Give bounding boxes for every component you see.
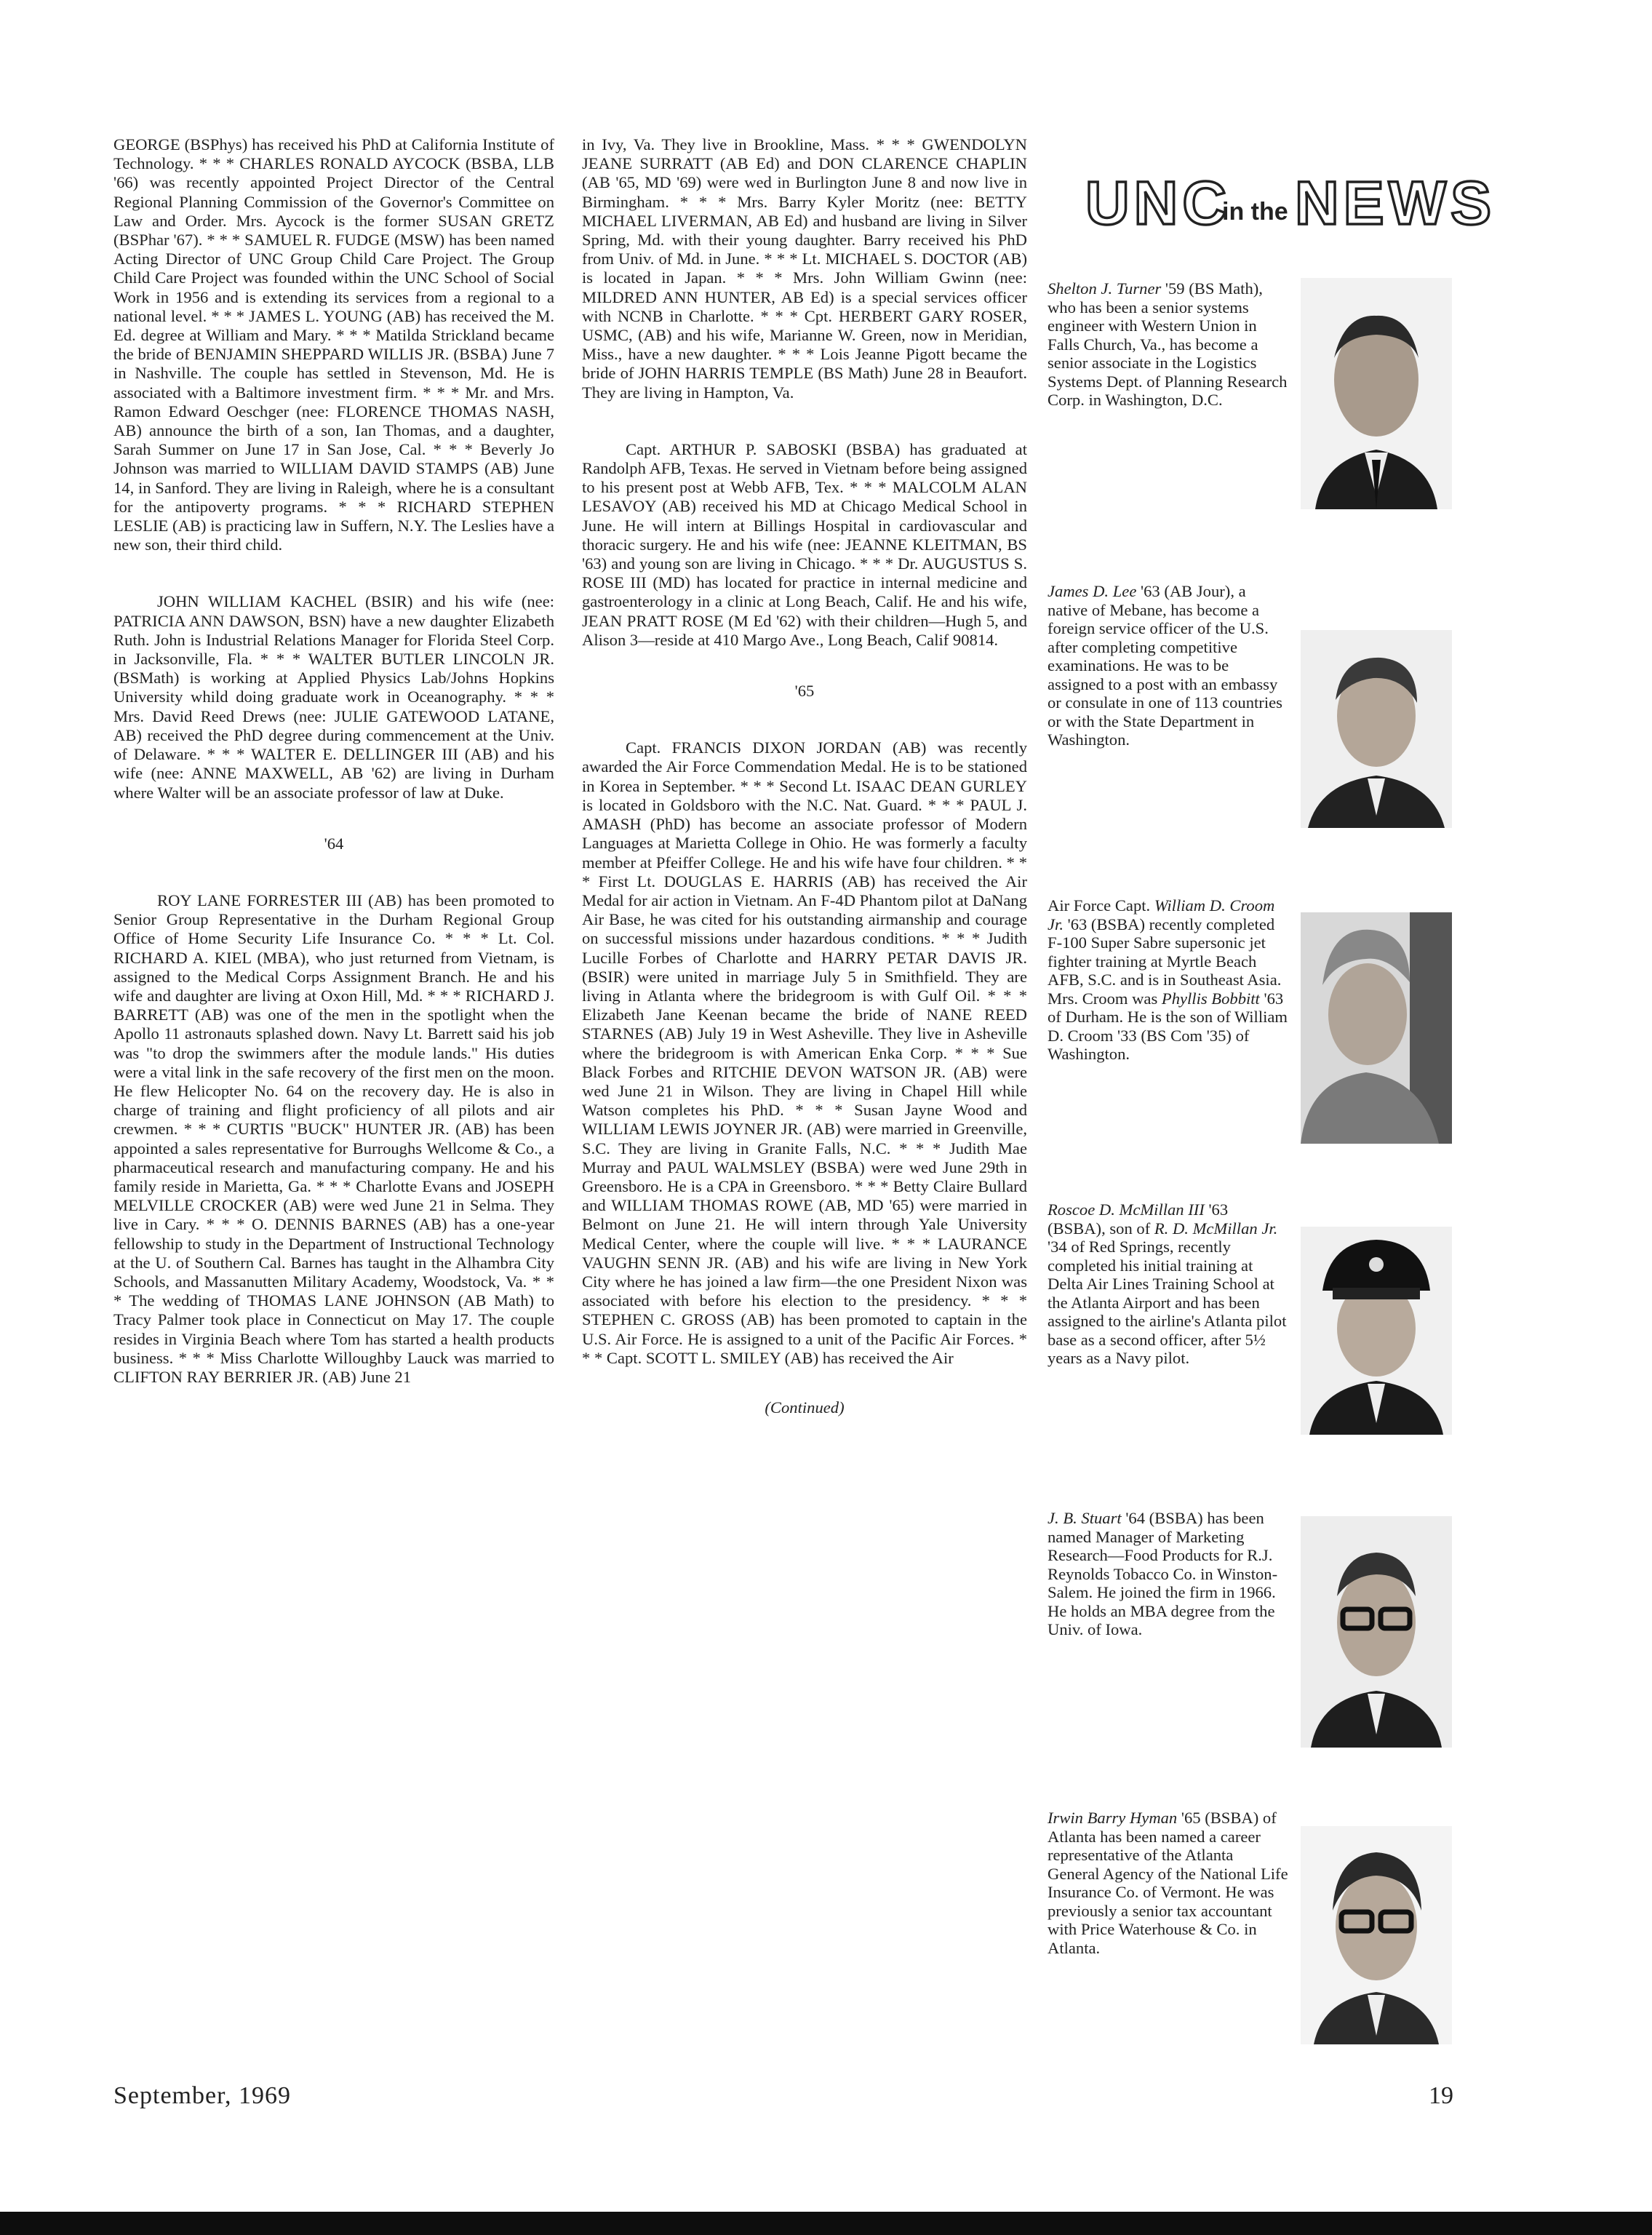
news-name: Roscoe D. McMillan III xyxy=(1048,1200,1205,1219)
portrait-lee xyxy=(1301,630,1452,828)
news-text: '65 (BSBA) of Atlanta has been named a career representative of the Atlanta General Agency of the National Life Insurance Co. of Vermont. He was previously a senior tax accountant with Price Waterhouse & Co. in Atlanta. xyxy=(1048,1809,1288,1957)
news-name: J. B. Stuart xyxy=(1048,1509,1122,1527)
news-name-secondary: R. D. McMillan Jr. xyxy=(1154,1219,1278,1238)
column2-paragraph-1: in Ivy, Va. They live in Brookline, Mass. * * * GWENDOLYN JEANE SURRATT (AB Ed) and DON CLARENCE CHAPLIN (AB '65, MD '69) were wed in Burlington June 8 and now live in Birmingham. * * * Mrs. Barry Kyler Moritz (nee: BETTY MICHAEL LIVERMAN, AB Ed) and husband are living in Silver Spring, Md. with their young daughter. Barry received his PhD from Univ. of Md. in June. * * * Lt. MICHAEL S. DOCTOR (AB) is located in Japan. * * * Mrs. John William Gwinn (nee: MILDRED ANN HUNTER, AB Ed) is a special services officer with NCNB in Charlotte. * * * Cpt. HERBERT GARY ROSER, USMC, (AB) and his wife, Marianne W. Green, now in Meridian, Miss., have a new daughter. * * * Lois Jeanne Pigott became the bride of JOHN HARRIS TEMPLE (BS Math) June 28 in Beaufort. They are living in Hampton, Va. xyxy=(582,135,1027,402)
news-entry-turner xyxy=(1048,279,1289,410)
news-text: '63 of Durham. He is the son of William D. Croom '33 (BS Com '35) of Washington. xyxy=(1048,989,1288,1063)
news-name-secondary: Phyllis Bobbitt xyxy=(1161,989,1260,1008)
news-text: '63 (BSBA) recently completed F-100 Super Sabre supersonic jet fighter training at Myrtle Beach AFB, S.C. and is in Southeast Asia. Mrs. Croom was xyxy=(1048,915,1282,1008)
news-entry-hyman xyxy=(1048,1809,1289,1957)
column2-paragraph-3: Capt. FRANCIS DIXON JORDAN (AB) was recently awarded the Air Force Commendation Medal. He is to be stationed in Korea in September. * * * Second Lt. ISAAC DEAN GURLEY is located in Goldsboro with the N.C. Nat. Guard. * * * PAUL J. AMASH (PhD) has become an associate professor of Modern Languages at Marietta College in Ohio. He was formerly a faculty member at Pfeiffer College. He and his wife have four children. * * * First Lt. DOUGLAS E. HARRIS (AB) has received the Air Medal for air action in Vietnam. An F-4D Phantom pilot at DaNang Air Base, he was cited for his outstanding airmanship and courage on successful missions under hazardous conditions. * * * Judith Lucille Forbes of Charlotte and HARRY PETAR DAVIS JR. (BSIR) were united in marriage July 5 in Smithfield. They are living in Atlanta where the bridegroom is with Gulf Oil. * * * Elizabeth Jane Keenan became the bride of NANE REED STARNES (AB) July 19 in West Asheville. They live in Asheville where the bridegroom is with American Enka Corp. * * * Sue Black Forbes and RITCHIE DEVON WATSON JR. (AB) were wed June 21 in Wilson. They are living in Chapel Hill while Watson completes his PhD. * * * Susan Jayne Wood and WILLIAM LEWIS JOYNER JR. (AB) were married in Greenville, S.C. They are living in Granite Falls, N.C. * * * Judith Mae Murray and PAUL WALMSLEY (BSBA) were wed June 29th in Greensboro. He is a CPA in Greensboro. * * * Betty Claire Bullard and WILLIAM THOMAS ROWE (AB, MD '65) were married in Belmont on June 21. He will intern through Yale University Medical Center, where the couple will live. * * * LAURANCE VAUGHN SENN JR. (AB) and his wife are living in New York City where he has joined a law firm—the one President Nixon was associated with before his election to the presidency. * * * STEPHEN C. GROSS (AB) has been promoted to captain in the U.S. Air Force. He is assigned to a unit of the Pacific Air Forces. * * * Capt. SCOTT L. SMILEY (AB) has received the Air xyxy=(582,738,1027,1367)
news-text: '34 of Red Springs, recently completed his initial training at Delta Air Lines Training School at the Atlanta Airport and has been assigned to the airline's Atlanta pilot base as a second officer, after 5½ years as a Navy pilot. xyxy=(1048,1238,1287,1367)
news-text: '63 (AB Jour), a native of Mebane, has become a foreign service officer of the U.S. after completing competitive examinations. He was to be assigned to a post with an embassy or consulate in one of 113 countries or with the State Department in Washington. xyxy=(1048,582,1282,749)
article-column-2 xyxy=(582,135,1027,1417)
issue-date: September, 1969 xyxy=(113,2082,292,2109)
column1-paragraph-1: GEORGE (BSPhys) has received his PhD at California Institute of Technology. * * * CHARLES RONALD AYCOCK (BSBA, LLB '66) was recently appointed Project Director of the Central Regional Planning Commission of the Governor's Committee on Law and Order. Mrs. Aycock is the former SUSAN GRETZ (BSPhar '67). * * * SAMUEL R. FUDGE (MSW) has been named Acting Director of UNC Group Child Care Project. The Group Child Care Project was founded within the UNC School of Social Work in 1956 and is extending its services from a regional to a national level. * * * JAMES L. YOUNG (AB) has received the M. Ed. degree at William and Mary. * * * Matilda Strickland became the bride of BENJAMIN SHEPPARD WILLIS JR. (BSBA) June 7 in Nashville. The couple has settled in Stevenson, Md. He is associated with a Baltimore investment firm. * * * Mr. and Mrs. Ramon Edward Oeschger (nee: FLORENCE THOMAS NASH, AB) announce the birth of a son, Ian Thomas, and a daughter, Sarah Summer on June 17 in San Jose, Cal. * * * Beverly Jo Johnson was married to WILLIAM DAVID STAMPS (AB) June 14, in Sanford. They are living in Raleigh, where he is a consultant for the antipoverty programs. * * * RICHARD STEPHEN LESLIE (AB) is practicing law in Suffern, N.Y. The Leslies have a new son, their third child. xyxy=(113,135,554,554)
class-year-heading-65: '65 xyxy=(794,682,815,701)
news-entry-lee xyxy=(1048,582,1289,749)
column1-paragraph-2: JOHN WILLIAM KACHEL (BSIR) and his wife (nee: PATRICIA ANN DAWSON, BSN) have a new daughter Elizabeth Ruth. John is Industrial Relations Manager for Florida Steel Corp. in Jacksonville, Fla. * * * WALTER BUTLER LINCOLN JR. (BSMath) is working at Applied Physics Lab/Johns Hopkins University whild doing graduate work in Oceanography. * * * Mrs. David Reed Drews (nee: JULIE GATEWOOD LATANE, AB) received the PhD degree during commencement at the Univ. of Delaware. * * * WALTER E. DELLINGER III (AB) and his wife (nee: ANNE MAXWELL, AB '62) are living in Durham where Walter will be an associate professor of law at Duke. xyxy=(113,592,554,802)
news-name: James D. Lee xyxy=(1048,582,1137,600)
news-text: '64 (BSBA) has been named Manager of Marketing Research—Food Products for R.J. Reynolds Tobacco Co. in Winston-Salem. He joined the firm in 1966. He holds an MBA degree from the Univ. of Iowa. xyxy=(1048,1509,1278,1638)
news-name: Shelton J. Turner xyxy=(1048,279,1162,298)
news-text: '59 (BS Math), who has been a senior systems engineer with Western Union in Falls Church, Va., has become a senior associate in the Logistics Systems Dept. of Planning Research Corp. in Washington, D.C. xyxy=(1048,279,1288,409)
continued-note: (Continued) xyxy=(765,1398,845,1417)
news-entry-mcmillan xyxy=(1048,1200,1289,1368)
column2-paragraph-2: Capt. ARTHUR P. SABOSKI (BSBA) has graduated at Randolph AFB, Texas. He served in Vietnam before being assigned to his present post at Webb AFB, Tex. * * * MALCOLM ALAN LESAVOY (AB) received his MD at Chicago Medical School in June. He will intern at Billings Hospital in cardiovascular and thoracic surgery. He and his wife (nee: JEANNE KLEITMAN, BS '63) and young son are living in Chicago. * * * Dr. AUGUSTUS S. ROSE III (MD) has located for practice in internal medicine and gastroenterology in a clinic at Long Beach, Calif. He and his wife, JEAN PRATT ROSE (M Ed '62) with their children—Hugh 5, and Alison 3—reside at 410 Margo Ave., Long Beach, Calif 90814. xyxy=(582,439,1027,649)
page-number: 19 xyxy=(1429,2082,1453,2109)
unc-in-the-news-header xyxy=(1084,169,1496,237)
column1-paragraph-3: ROY LANE FORRESTER III (AB) has been promoted to Senior Group Representative in the Durham Regional Group Office of Home Security Life Insurance Co. * * * Lt. Col. RICHARD A. KIEL (MBA), who just returned from Vietnam, is assigned to the Medical Corps Assignment Branch. He and his wife and daughter are living at Oxon Hill, Md. * * * RICHARD J. BARRETT (AB) was one of the men in the spotlight when the Apollo 11 astronauts splashed down. Navy Lt. Barrett said his job was "to drop the swimmers after the module lands." His duties were a vital link in the safe recovery of the first men on the moon. He flew Helicopter No. 64 on the recovery day. He is also in charge of training and flight proficiency of all pilots and air crewmen. * * * CURTIS "BUCK" HUNTER JR. (AB) has been appointed a sales representative for Burroughs Wellcome & Co., a pharmaceutical research and manufacturing company. He and his family reside in Marietta, Ga. * * * Charlotte Evans and JOSEPH MELVILLE CROCKER (AB) were wed June 21 in Selma. They live in Cary. * * * O. DENNIS BARNES (AB) has a one-year fellowship to study in the Department of Instructional Technology at the U. of Southern Cal. Barnes has taught in the Alhambra City Schools, and Massanutten Military Academy, Woodstock, Va. * * * The wedding of THOMAS LANE JOHNSON (AB Math) to Tracy Palmer took place in Connecticut on May 17. The couple resides in Virginia Beach where Tom has started a health products business. * * * Miss Charlotte Willoughby Lauck was married to CLIFTON RAY BERRIER JR. (AB) June 21 xyxy=(113,891,554,1386)
header-news: NEWS xyxy=(1295,169,1496,237)
news-name: William D. Croom Jr. xyxy=(1048,896,1275,933)
header-unc: UNC xyxy=(1085,169,1231,237)
class-year-heading-64: '64 xyxy=(324,834,344,853)
portrait-stuart xyxy=(1301,1516,1452,1748)
portrait-mcmillan xyxy=(1301,1227,1452,1435)
article-column-1 xyxy=(113,135,554,1387)
news-prefix: Air Force Capt. xyxy=(1048,896,1154,915)
bottom-edge-bar xyxy=(0,2212,1652,2235)
news-entry-croom xyxy=(1048,896,1289,1064)
portrait-croom xyxy=(1301,912,1452,1144)
header-in-the: in the xyxy=(1222,198,1288,226)
news-entry-stuart xyxy=(1048,1509,1289,1639)
news-name: Irwin Barry Hyman xyxy=(1048,1809,1178,1827)
news-text: '63 (BSBA), son of xyxy=(1048,1200,1229,1238)
portrait-turner xyxy=(1301,278,1452,509)
portrait-hyman xyxy=(1301,1826,1452,2044)
